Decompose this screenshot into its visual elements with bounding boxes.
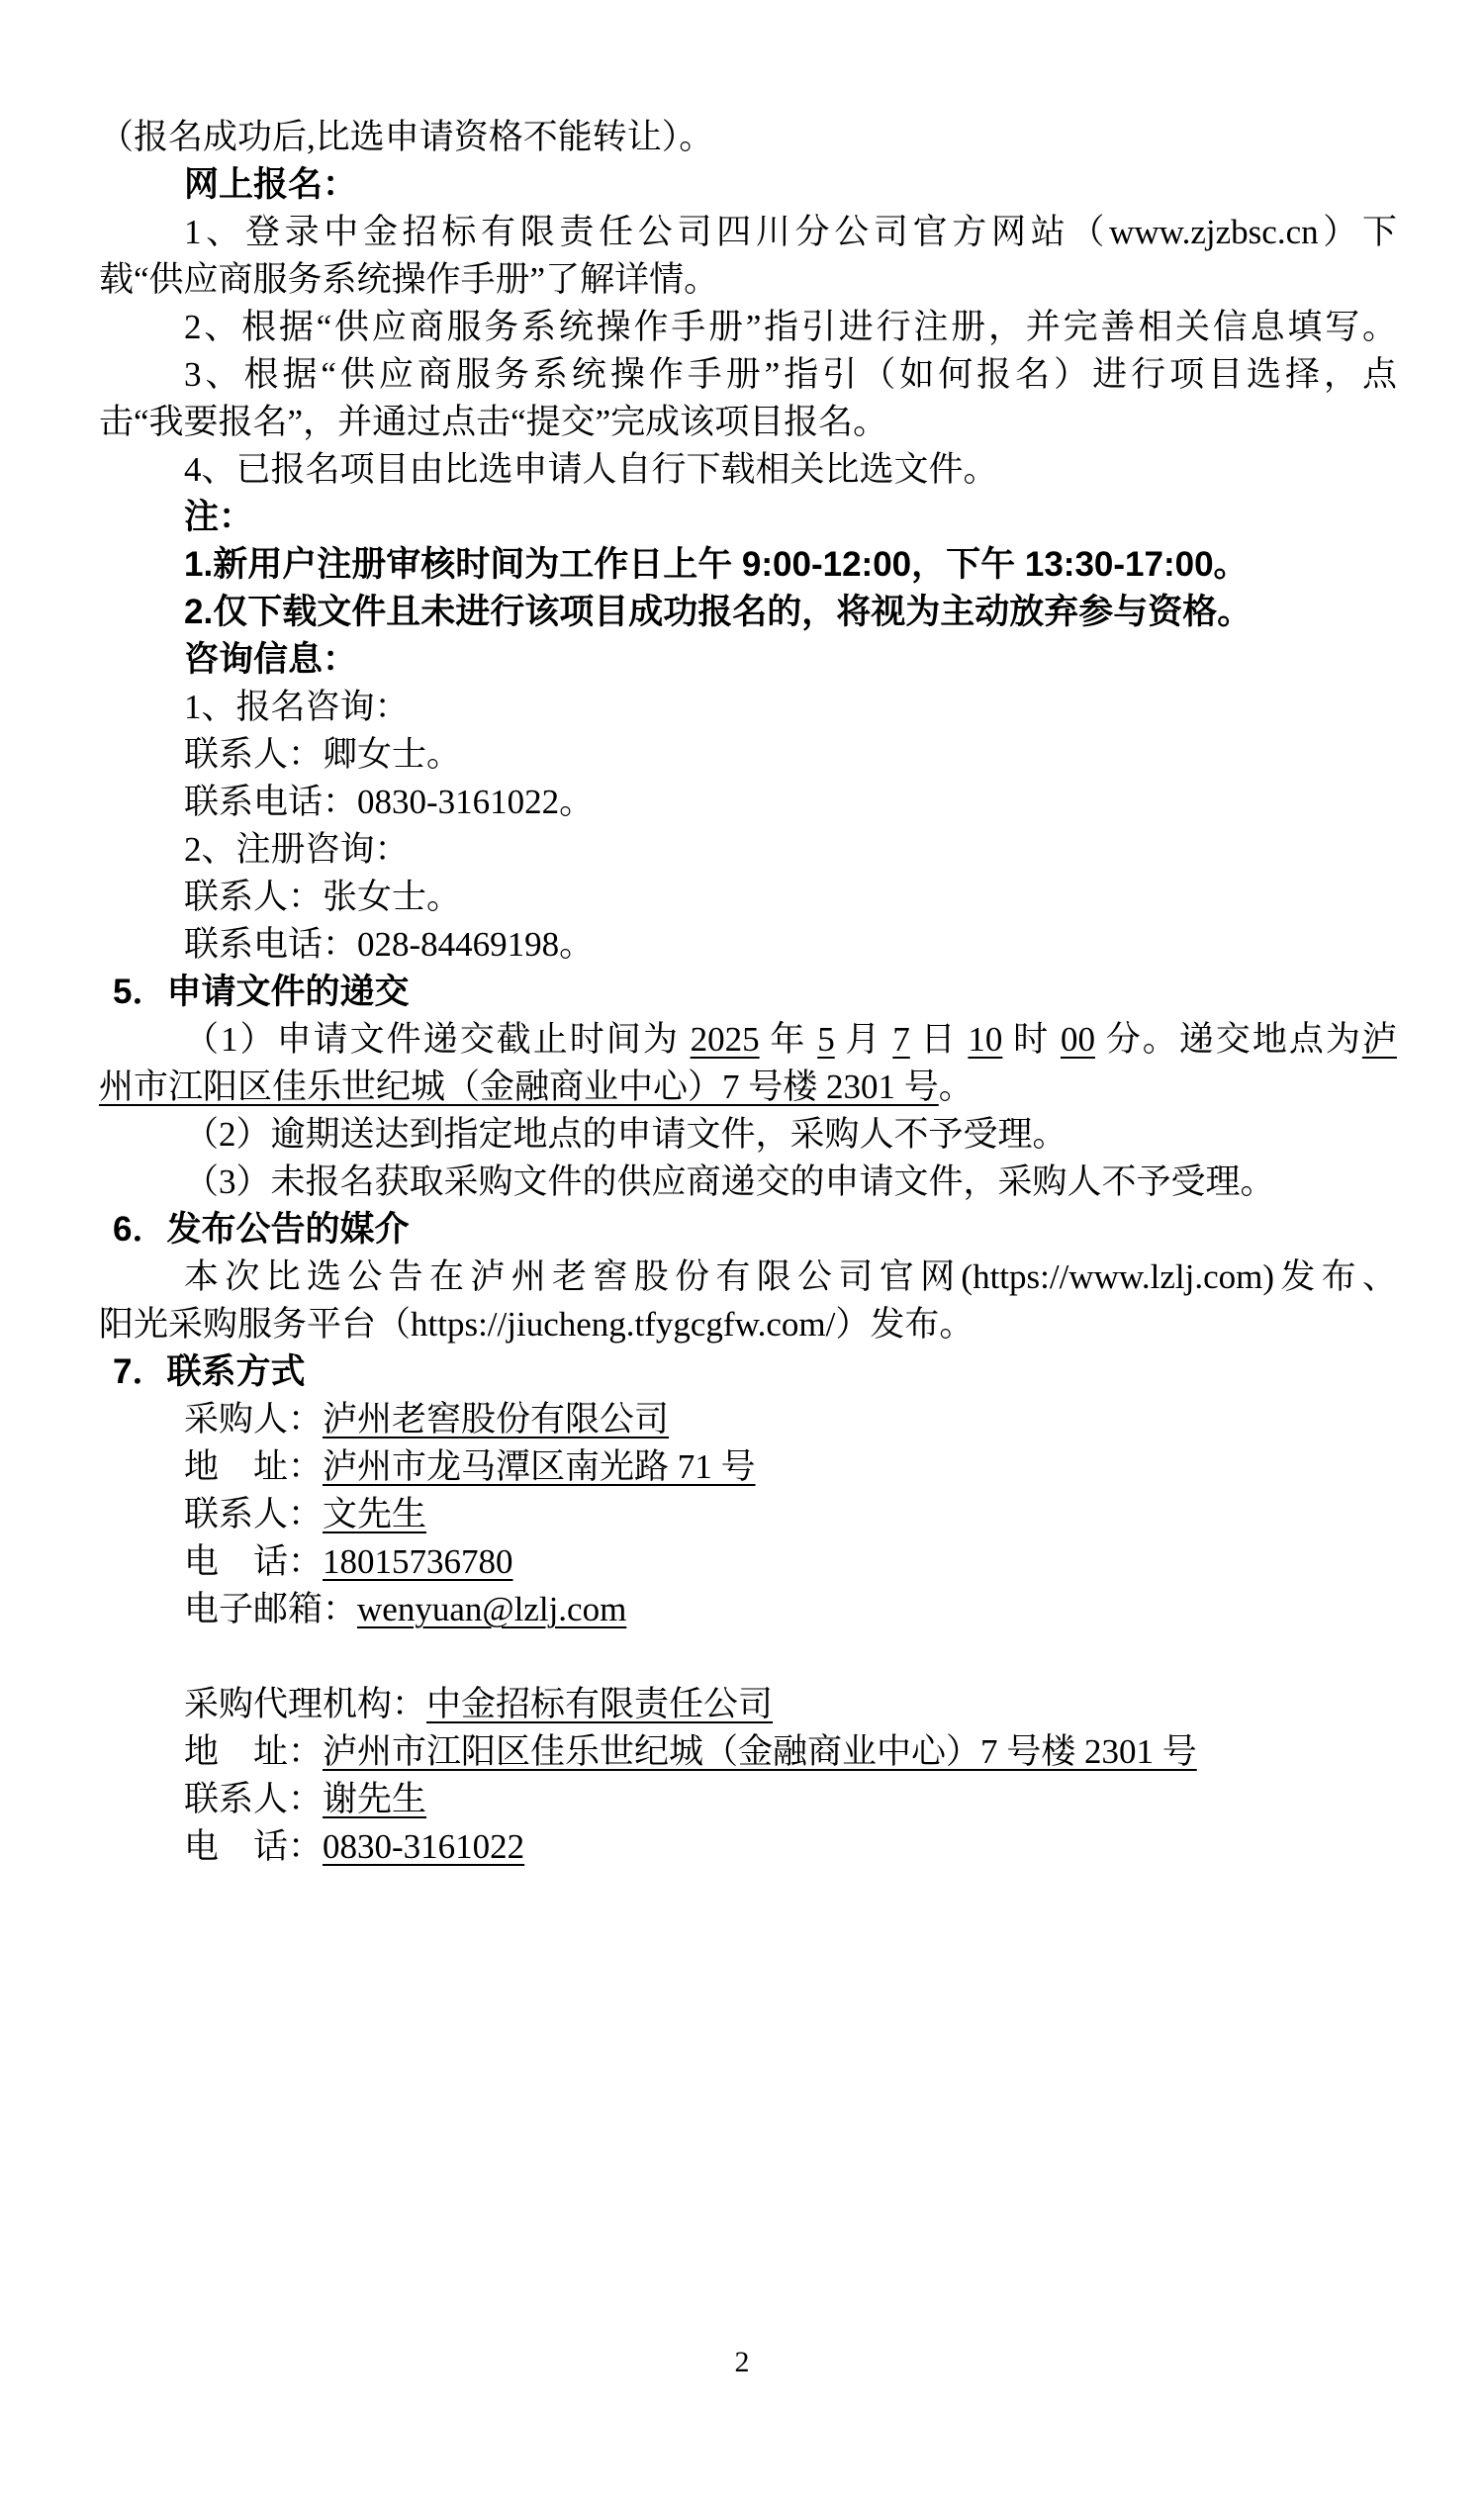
- text-line: [99, 304, 1397, 351]
- text-run: 联系电话：0830-3161022。: [184, 783, 595, 821]
- underlined-text-run: 2025: [690, 1020, 760, 1059]
- underlined-text-run: 7: [892, 1020, 910, 1059]
- text-line: [99, 969, 1397, 1016]
- text-run: 日: [909, 1020, 969, 1059]
- text-line: [99, 399, 1397, 446]
- text-run: 1、报名咨询：: [184, 688, 410, 726]
- document-body: [99, 114, 1397, 1871]
- text-line: [99, 1823, 1397, 1871]
- text-run: 时: [1002, 1020, 1061, 1059]
- underlined-text-run: 10: [968, 1020, 1003, 1059]
- text-run: 电子邮箱：: [184, 1590, 358, 1628]
- text-line: [99, 684, 1397, 731]
- text-run: 网上报名：: [184, 165, 358, 204]
- text-run: 地 址：: [184, 1732, 324, 1771]
- underlined-text-run: 18015736780: [323, 1542, 513, 1581]
- text-run: （报名成功后,比选申请资格不能转让）。: [99, 118, 714, 156]
- text-line: [99, 779, 1397, 826]
- text-run: 2、根据“供应商服务系统操作手册”指引进行注册，并完善相关信息填写。: [184, 308, 1397, 346]
- text-run: （3）未报名获取采购文件的供应商递交的申请文件，采购人不予受理。: [184, 1162, 1275, 1201]
- text-run: （1）申请文件递交截止时间为: [184, 1020, 691, 1059]
- text-line: [99, 256, 1397, 304]
- text-line: [99, 494, 1397, 541]
- text-run: 注：: [184, 498, 254, 536]
- text-run: 分。递交地点为: [1094, 1020, 1362, 1059]
- text-run: 联系人：卿女士。: [184, 735, 462, 774]
- underlined-text-run: 泸: [1361, 1020, 1397, 1059]
- text-run: 联系人：: [184, 1495, 324, 1533]
- text-run: 6．发布公告的媒介: [113, 1210, 410, 1249]
- text-line: [99, 1159, 1397, 1206]
- underlined-text-run: 泸州市龙马潭区南光路 71 号: [323, 1447, 756, 1486]
- text-run: 联系人：: [184, 1780, 324, 1818]
- text-run: 5．申请文件的递交: [113, 973, 410, 1011]
- text-run: 电 话：: [184, 1827, 324, 1866]
- text-run: 年: [759, 1020, 818, 1059]
- text-line: [99, 1016, 1397, 1064]
- text-line: [99, 826, 1397, 874]
- text-run: 阳光采购服务平台（https://jiucheng.tfygcgfw.com/）发布。: [99, 1305, 974, 1344]
- text-run: 月: [834, 1020, 893, 1059]
- text-run: 2、注册咨询：: [184, 830, 410, 869]
- text-line: [99, 1253, 1397, 1301]
- text-line: [99, 589, 1397, 636]
- text-line: [99, 1396, 1397, 1443]
- text-run: 咨询信息：: [184, 640, 358, 679]
- text-line: [99, 1111, 1397, 1159]
- text-line: [99, 351, 1397, 399]
- text-run: 联系人：张女士。: [184, 878, 462, 916]
- text-run: 3、根据“供应商服务系统操作手册”指引（如何报名）进行项目选择，点: [184, 355, 1397, 394]
- underlined-text-run: wenyuan@lzlj.com: [357, 1590, 627, 1628]
- underlined-text-run: 泸州市江阳区佳乐世纪城（金融商业中心）7 号楼 2301 号: [323, 1732, 1197, 1771]
- underlined-text-run: 0830-3161022: [323, 1827, 525, 1866]
- text-line: [99, 1728, 1397, 1776]
- text-line: [99, 1586, 1397, 1633]
- underlined-text-run: 州市江阳区佳乐世纪城（金融商业中心）7 号楼 2301 号: [99, 1067, 939, 1106]
- text-run: 。: [938, 1067, 974, 1106]
- underlined-text-run: 谢先生: [323, 1780, 427, 1818]
- text-run: 1.新用户注册审核时间为工作日上午 9:00-12:00，下午 13:30-17:00。: [184, 545, 1249, 584]
- text-run: 联系电话：028-84469198。: [184, 925, 595, 964]
- underlined-text-run: 文先生: [323, 1495, 427, 1533]
- text-line: [99, 161, 1397, 209]
- text-run: 7．联系方式: [113, 1352, 306, 1391]
- text-run: 2.仅下载文件且未进行该项目成功报名的，将视为主动放弃参与资格。: [184, 593, 1252, 631]
- text-run: 采购人：: [184, 1400, 324, 1439]
- text-line: [99, 1491, 1397, 1538]
- page-footer: [0, 2343, 1484, 2382]
- text-line: [99, 731, 1397, 779]
- text-line: [99, 114, 1397, 161]
- text-line: [99, 1443, 1397, 1491]
- text-run: 本次比选公告在泸州老窖股份有限公司官网(https://www.lzlj.com)发布、: [184, 1257, 1397, 1296]
- page-number: 2: [734, 2346, 750, 2378]
- text-line: [99, 1776, 1397, 1823]
- text-line: [99, 1348, 1397, 1396]
- text-run: 1、登录中金招标有限责任公司四川分公司官方网站（www.zjzbsc.cn）下: [184, 213, 1397, 251]
- text-line: [99, 921, 1397, 969]
- text-run: 采购代理机构：: [184, 1685, 427, 1723]
- text-line: [99, 1681, 1397, 1728]
- text-line: [99, 541, 1397, 589]
- underlined-text-run: 5: [817, 1020, 835, 1059]
- text-run: 电 话：: [184, 1542, 324, 1581]
- text-line: [99, 209, 1397, 256]
- underlined-text-run: 中金招标有限责任公司: [426, 1685, 774, 1723]
- text-line: [99, 1633, 1397, 1681]
- text-line: [99, 1064, 1397, 1111]
- text-run: 载“供应商服务系统操作手册”了解详情。: [99, 260, 719, 299]
- text-run: 地 址：: [184, 1447, 324, 1486]
- text-line: [99, 1538, 1397, 1586]
- text-run: （2）逾期送达到指定地点的申请文件，采购人不予受理。: [184, 1115, 1067, 1154]
- text-run: 击“我要报名”，并通过点击“提交”完成该项目报名。: [99, 403, 888, 441]
- text-line: [99, 1301, 1397, 1348]
- text-line: [99, 636, 1397, 684]
- text-line: [99, 446, 1397, 494]
- underlined-text-run: 泸州老窖股份有限公司: [323, 1400, 670, 1439]
- text-line: [99, 874, 1397, 921]
- text-run: 4、已报名项目由比选申请人自行下载相关比选文件。: [184, 450, 998, 489]
- underlined-text-run: 00: [1060, 1020, 1095, 1059]
- text-line: [99, 1206, 1397, 1253]
